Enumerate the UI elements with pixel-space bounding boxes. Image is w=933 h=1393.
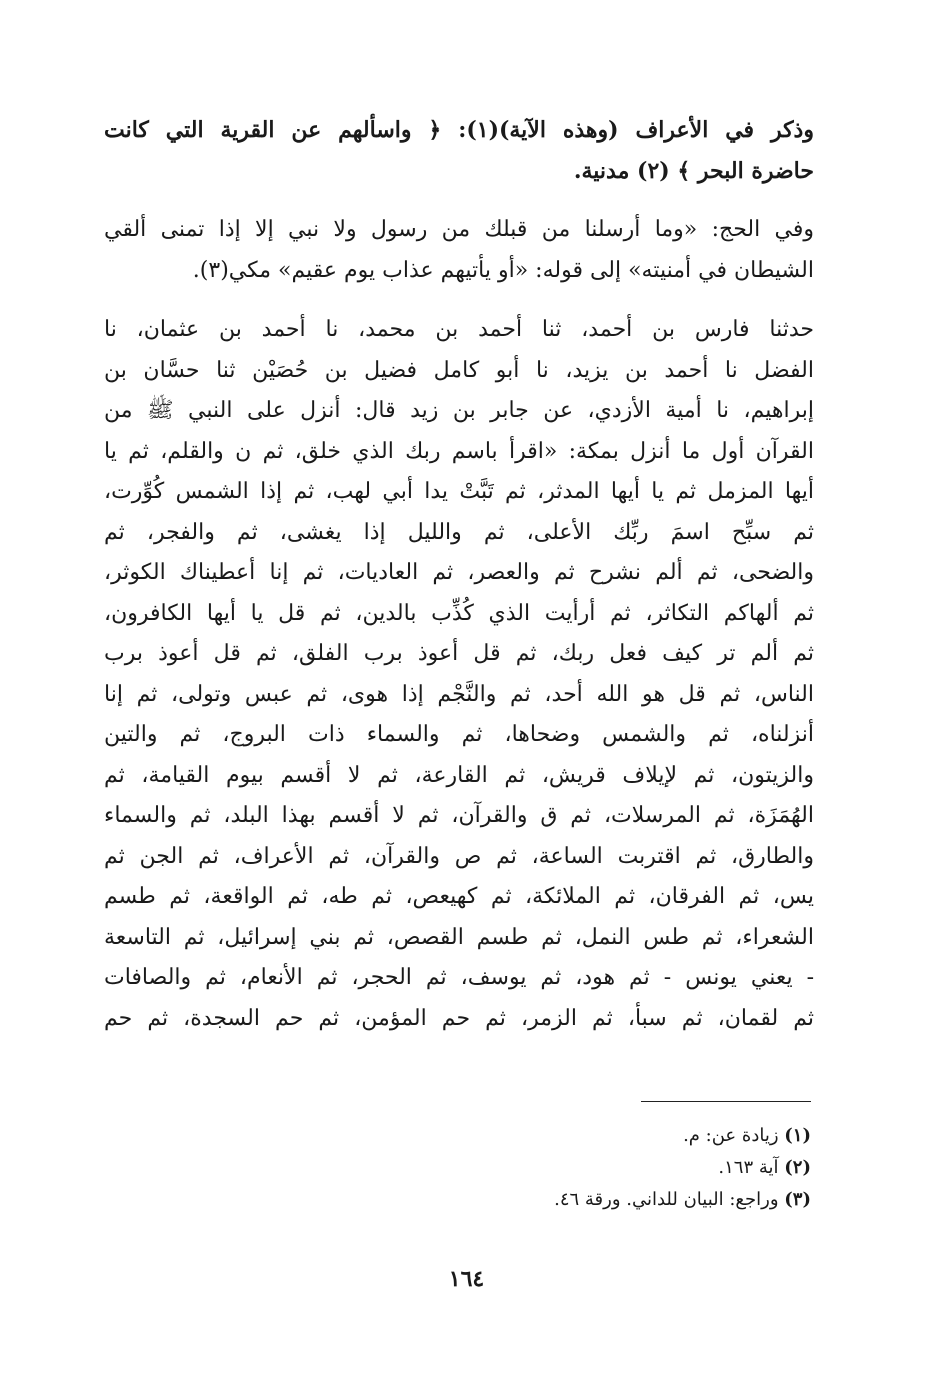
- text-line: الناس، ثم قل هو الله أحد، ثم والنَّجْم إذا هوى، ثم عبس وتولى، ثم إنا: [104, 681, 814, 707]
- text-line: أيها المزمل ثم يا أيها المدثر، ثم تَبَّتْ يدا أبي لهب، ثم إذا الشمس كُوِّرت،: [104, 479, 814, 504]
- text-line: الشيطان في أمنيته» إلى قوله: «أو يأتيهم عذاب يوم عقيم» مكي(٣).: [192, 257, 814, 283]
- text-line: حدثنا فارس بن أحمد، ثنا أحمد بن محمد، نا أحمد بن عثمان، نا: [104, 317, 814, 342]
- text-line: ثم ألهاكم التكاثر، ثم أرأيت الذي كُذِّب بالدين، ثم قل يا أيها الكافرون،: [104, 600, 814, 626]
- text-line: ثم ألم تر كيف فعل ربك، ثم قل أعوذ برب الفلق، ثم قل أعوذ برب: [104, 641, 814, 666]
- paragraph-hadith: [104, 310, 814, 1039]
- text-line: أنزلناه، ثم والشمس وضحاها، ثم والسماء ذات البروج، ثم والتين: [104, 722, 814, 747]
- footnote-item: [391, 1152, 811, 1184]
- text-line: القرآن أول ما أنزل بمكة: «اقرأ باسم ربك الذي خلق، ثم ن والقلم، ثم يا: [104, 438, 814, 464]
- text-line: والطارق، ثم اقتربت الساعة، ثم ص والقرآن، ثم الأعراف، ثم الجن ثم: [104, 843, 814, 869]
- text-line: وفي الحج: «وما أرسلنا من قبلك من رسول ولا نبي إلا إذا تمنى ألقي: [104, 217, 814, 242]
- footnote-text: زيادة عن: م.: [683, 1125, 779, 1146]
- footnotes: [391, 1120, 811, 1216]
- text-line: حاضرة البحر ﴾ (٢) مدنية.: [573, 157, 814, 184]
- text-line: الهُمَزَة، ثم المرسلات، ثم ق والقرآن، ثم لا أقسم بهذا البلد، ثم والسماء: [104, 803, 814, 828]
- footnote-separator: [641, 1101, 811, 1102]
- text-line: والضحى، ثم ألم نشرح ثم والعصر، ثم العاديات، ثم إنا أعطيناك الكوثر،: [104, 560, 814, 585]
- text-line: الفضل نا أحمد بن يزيد، نا أبو كامل فضيل بن حُصَيْن ثنا حسَّان بن: [104, 357, 814, 383]
- text-line: إبراهيم، نا أمية الأزدي، عن جابر بن زيد قال: أنزل على النبي ﷺ من: [104, 398, 814, 423]
- footnote-number: (١): [784, 1125, 811, 1146]
- page-body: [104, 110, 814, 1039]
- text-line: ثم سبِّح اسمَ ربِّك الأعلى، ثم والليل إذا يغشى، ثم والفجر، ثم: [104, 519, 814, 545]
- footnote-item: [391, 1184, 811, 1216]
- footnote-item: [391, 1120, 811, 1152]
- text-line: والزيتون، ثم لإيلاف قريش، ثم القارعة، ثم لا أقسم بيوم القيامة، ثم: [104, 762, 814, 788]
- paragraph-araf: [104, 110, 814, 191]
- text-line: وذكر في الأعراف (وهذه الآية)(١): ﴿ واسألهم عن القرية التي كانت: [104, 117, 814, 143]
- footnote-number: (٢): [784, 1157, 811, 1178]
- page-number: ١٦٤: [448, 1266, 485, 1292]
- text-line: الشعراء، ثم طس النمل، ثم طسم القصص، ثم بني إسرائيل، ثم التاسعة: [104, 924, 814, 950]
- text-line: يس، ثم الفرقان، ثم الملائكة، ثم كهيعص، ثم طه، ثم الواقعة، ثم طسم: [104, 884, 814, 909]
- paragraph-hajj: [104, 210, 814, 291]
- text-line: - يعني يونس - ثم هود، ثم يوسف، ثم الحجر، ثم الأنعام، ثم والصافات: [104, 965, 814, 990]
- footnote-text: وراجع: البيان للداني. ورقة ٤٦.: [554, 1189, 779, 1210]
- text-line: ثم لقمان، ثم سبأ، ثم الزمر، ثم حم المؤمن، ثم حم السجدة، ثم حم: [104, 1005, 814, 1031]
- footnote-text: آية ١٦٣.: [718, 1157, 779, 1178]
- footnote-number: (٣): [784, 1189, 811, 1210]
